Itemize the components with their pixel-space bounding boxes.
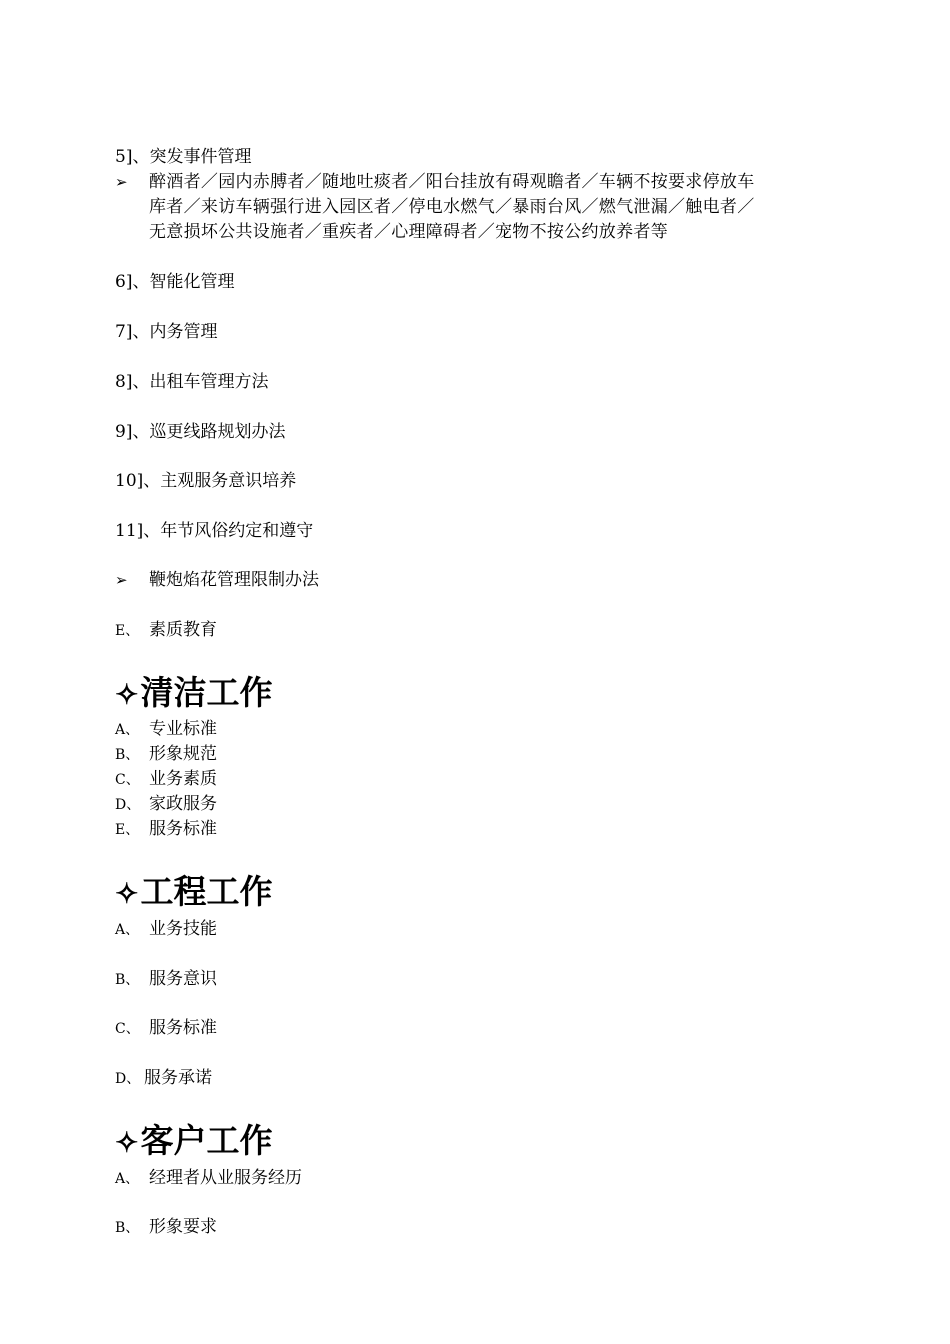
bullet-item [115, 568, 319, 593]
item-8-rental-management: 8]、出租车管理方法 [115, 372, 269, 392]
list-item: A、 经理者从业服务经历 [115, 1168, 302, 1188]
list-item: A、 专业标准 [115, 719, 217, 739]
diamond-icon: ✧ [115, 877, 139, 910]
list-item: E、 服务标准 [115, 819, 217, 839]
list-item: A、 业务技能 [115, 919, 217, 939]
list-item: B、 形象要求 [115, 1217, 217, 1237]
diamond-icon: ✧ [115, 678, 139, 711]
emergency-detail-paragraph [149, 170, 849, 245]
list-item: C、 业务素质 [115, 769, 217, 789]
list-item: B、 服务意识 [115, 969, 217, 989]
list-item: D、 服务承诺 [115, 1068, 212, 1088]
arrow-bullet-icon: ➢ [115, 173, 128, 191]
item-10-service-awareness: 10]、主观服务意识培养 [115, 471, 297, 491]
list-item: B、 形象规范 [115, 744, 217, 764]
diamond-icon: ✧ [115, 1126, 139, 1159]
emergency-detail-line: 无意损坏公共设施者／重疾者／心理障碍者／宠物不按公约放养者等 [149, 222, 668, 242]
item-7-internal-affairs: 7]、内务管理 [115, 322, 218, 342]
arrow-bullet-icon: ➢ [115, 571, 128, 589]
emergency-detail-line: 库者／来访车辆强行进入园区者／停电水燃气／暴雨台风／燃气泄漏／触电者／ [149, 197, 755, 217]
item-11-festival-customs: 11]、年节风俗约定和遵守 [115, 521, 314, 541]
item-6-smart-management: 6]、智能化管理 [115, 272, 235, 292]
list-item: D、 家政服务 [115, 794, 217, 814]
customer-heading: ✧客户工作 [115, 1121, 273, 1160]
emergency-detail-line: 醉酒者／园内赤膊者／随地吐痰者／阳台挂放有碍观瞻者／车辆不按要求停放车 [149, 172, 755, 192]
item-5-emergency-management: 5]、突发事件管理 [115, 147, 252, 167]
engineering-heading: ✧工程工作 [115, 872, 273, 911]
cleaning-heading: ✧清洁工作 [115, 673, 273, 712]
fireworks-management: 鞭炮焰花管理限制办法 [149, 570, 319, 590]
bullet-item [115, 170, 149, 195]
item-e-quality-education: E、 素质教育 [115, 620, 217, 640]
list-item: C、 服务标准 [115, 1018, 217, 1038]
item-9-patrol-route: 9]、巡更线路规划办法 [115, 422, 286, 442]
